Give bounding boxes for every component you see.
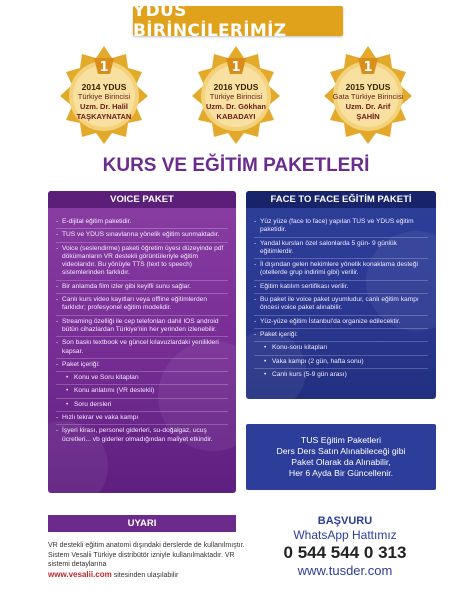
list-sub-item: • Konu-soru kitapları <box>254 342 428 355</box>
medal-rank: Gata Türkiye Birincisi <box>332 92 404 101</box>
medal-name: Uzm. Dr. Gökhan <box>205 102 266 111</box>
medal-2016 <box>186 44 286 144</box>
medal-year: 2015 YDUS <box>345 82 391 92</box>
face-package-title: FACE TO FACE EĞİTİM PAKETİ <box>246 191 436 208</box>
list-item: - Voice (seslendirme) paketi öğretim üyesi düzeyinde pdf dökümanların VR destekli görüntüleriyle eğitim videolarıdır. Bu yönüyle TTS (text to speech) sistemlerinden farklıdır. <box>56 243 228 281</box>
warning-body: VR destekli eğitim anatomi dışındaki derslerde de kullanılmıştır. Sistem Vesalii Türkiye distribütör izniyle kullanılmaktadır. VR sistemi detaylarına <box>48 542 245 568</box>
list-sub-item: • Vaka kampı (2 gün, hafta sonu) <box>254 356 428 369</box>
medal-2015 <box>318 44 418 144</box>
list-item: - Yüz yüze (face to face) yapılan TUS ve YDUS eğitim paketidir. <box>254 216 428 238</box>
list-sub-item: • Konu anlatımı (VR destekli) <box>56 385 228 398</box>
list-item: - Bu paket ile voice paket uyumludur, canlı eğitim kampı öncesi voice paket alınabilir. <box>254 294 428 316</box>
medal-name: Uzm. Dr. Arif <box>345 102 391 111</box>
list-item: - Son baskı textbook ve güncel kılavuzlardaki yenilikleri kapsar. <box>56 337 228 359</box>
whatsapp-label: WhatsApp Hattımız <box>293 528 397 542</box>
svg-text:1: 1 <box>363 60 373 75</box>
list-sub-item: • Canlı kurs (5-9 gün arası) <box>254 369 428 381</box>
contact-title: BAŞVURU <box>317 515 373 527</box>
list-item: - Streaming özelliği ile cep telefonları dahil IOS android bütün cihazlardan Türkiye'nin her yerinden izlenebilir. <box>56 316 228 338</box>
medal-surname: KABADAYI <box>216 112 256 121</box>
info-line: TUS Eğitim Paketleri <box>300 435 382 445</box>
info-box <box>246 424 436 490</box>
medal-year: 2014 YDUS <box>81 82 127 92</box>
list-sub-item: • Konu ve Soru kitapları <box>56 372 228 385</box>
info-line: Her 6 Ayda Bir Güncellenir. <box>288 468 394 478</box>
list-item: - Paket içeriği: <box>254 329 428 342</box>
banner-title: YDUS BİRİNCİLERİMİZ <box>133 6 343 36</box>
phone-number[interactable]: 0 544 544 0 313 <box>283 543 407 562</box>
svg-text:1: 1 <box>231 60 241 75</box>
medal-rank: Türkiye Birincisi <box>209 92 263 101</box>
warning-suffix: sitesinden ulaşılabilir <box>113 571 179 579</box>
list-item: - Yüz-yüze eğitim İstanbul'da organize edilecektir. <box>254 316 428 329</box>
voice-package-title: VOICE PAKET <box>48 191 236 208</box>
list-item: - TUS ve YDUS sınavlarına yönelik eğitim sunmaktadır. <box>56 229 228 242</box>
face-to-face-package-panel <box>246 191 436 399</box>
list-item: - Canlı kurs video kayıtları veya offline eğitimlerden farklıdır; profesyonel eğitim modelidir. <box>56 294 228 316</box>
voice-package-panel <box>48 191 236 493</box>
medal-rank: Türkiye Birincisi <box>77 92 131 101</box>
list-item: - Hızlı tekrar ve vaka kampı <box>56 412 228 425</box>
vesalii-link[interactable]: www.vesalii.com <box>48 569 112 579</box>
voice-package-list <box>48 208 236 446</box>
contact-block <box>250 515 440 578</box>
medal-surname: TAŞKAYNATAN <box>76 112 132 121</box>
list-item: - Paket içeriği: <box>56 359 228 372</box>
warning-title: UYARI <box>48 515 236 532</box>
list-item: - İşyeri kirası, personel giderleri, su-doğalgaz, ucuş ücretleri... vb giderler olmadığından maliyet etkindir. <box>56 425 228 446</box>
medal-2014 <box>54 44 154 144</box>
info-line: Ders Ders Satın Alınabileceği gibi <box>276 446 406 456</box>
list-item: - Yandal kursları özel salonlarda 5 gün- 9 günlük eğitimlerdir. <box>254 238 428 260</box>
warning-text <box>48 541 248 580</box>
medal-surname: ŞAHİN <box>356 112 380 121</box>
list-item: - E-dijital eğitim paketidir. <box>56 216 228 229</box>
medal-year: 2016 YDUS <box>213 82 259 92</box>
face-package-list <box>246 208 436 381</box>
section-title: KURS VE EĞİTİM PAKETLERİ <box>102 155 370 176</box>
list-sub-item: • Soru dersleri <box>56 399 228 412</box>
list-item: - Eğitim katılım sertifikası verilir. <box>254 281 428 294</box>
list-item: - İl dışından gelen hekimlere yönelik konaklama desteği (otellerde grup indirimi gibi) verilir. <box>254 259 428 281</box>
medal-name: Uzm. Dr. Halil <box>80 102 128 111</box>
website-link[interactable]: www.tusder.com <box>297 563 393 578</box>
info-line: Paket Olarak da Alınabilir, <box>291 457 391 467</box>
svg-text:1: 1 <box>99 60 109 75</box>
list-item: - Bir anlamda film izler gibi keyifli sunu sağlar. <box>56 281 228 294</box>
